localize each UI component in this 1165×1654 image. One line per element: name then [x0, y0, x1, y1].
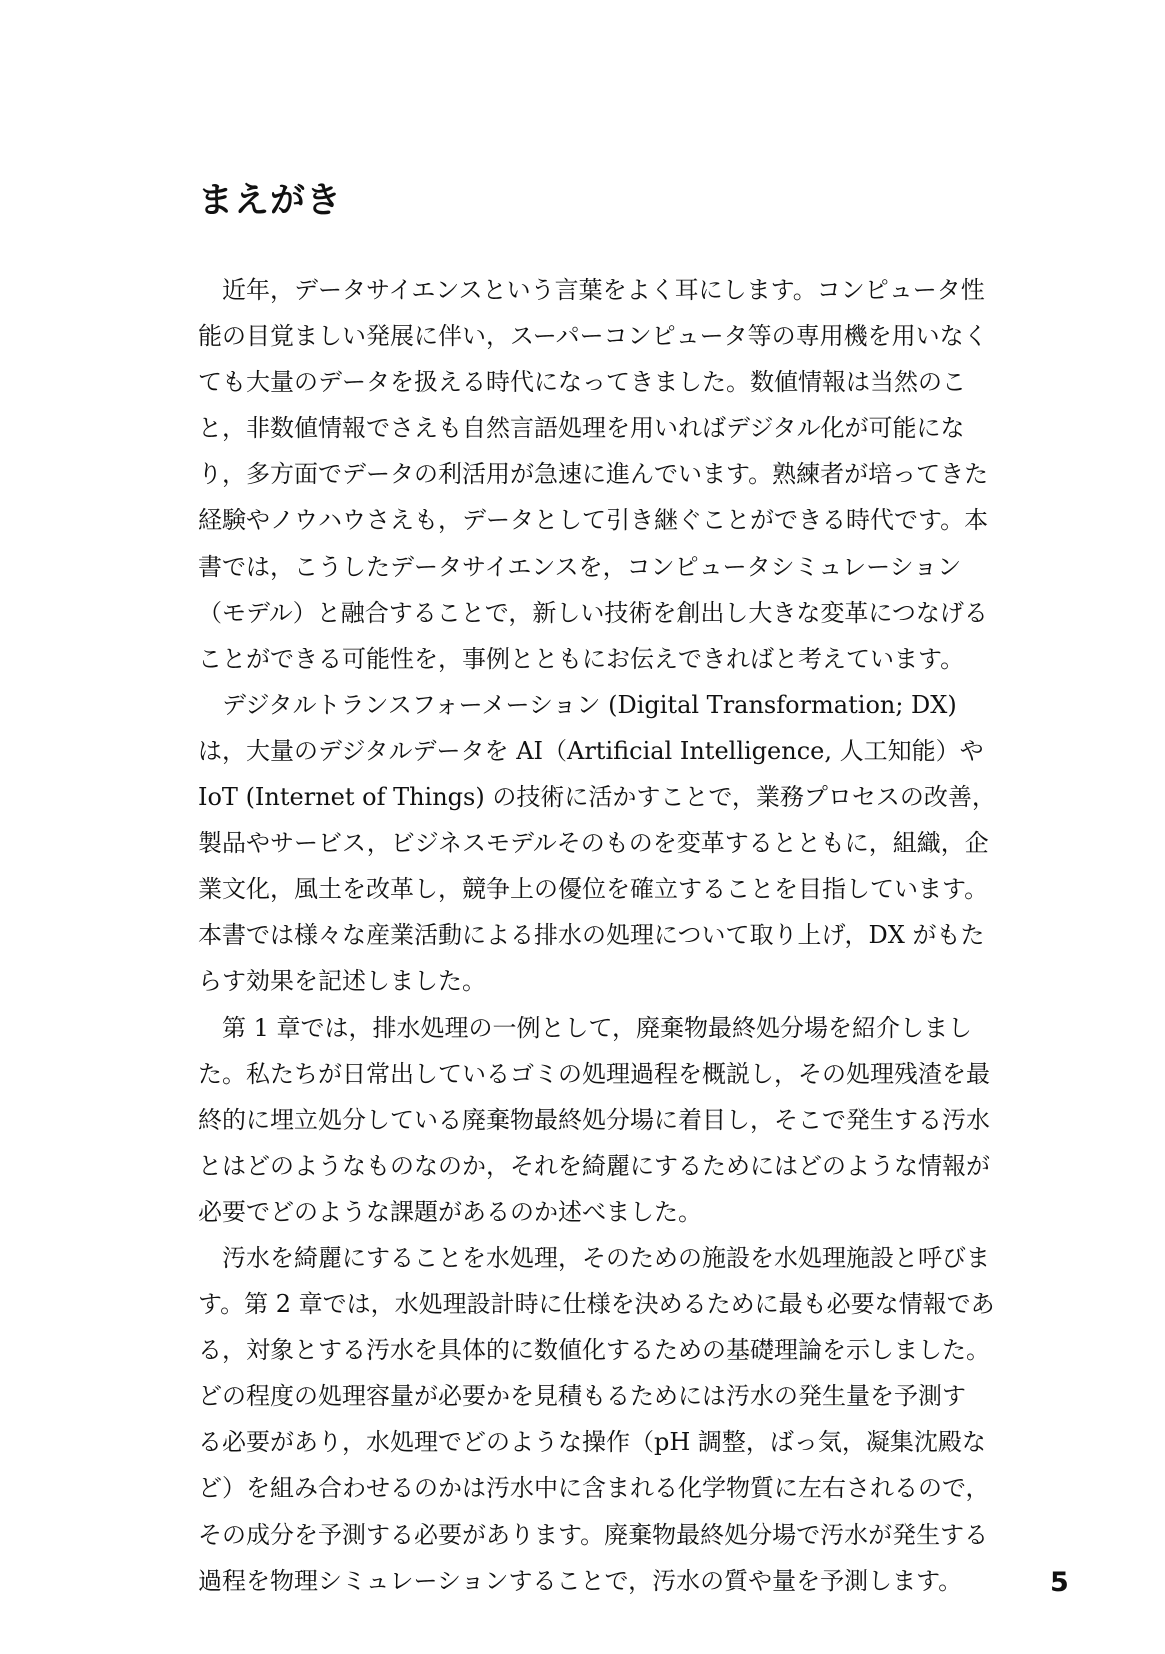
text-line: す。第 2 章では，水処理設計時に仕様を決めるために最も必要な情報であ [198, 1290, 995, 1319]
section-heading: まえがき [198, 181, 343, 221]
text-line: どの程度の処理容量が必要かを見積もるためには汚水の発生量を予測す [198, 1382, 966, 1411]
text-line: る，対象とする汚水を具体的に数値化するための基礎理論を示しました。 [198, 1336, 990, 1365]
text-line: 本書では様々な産業活動による排水の処理について取り上げ，DX がもた [198, 921, 985, 950]
text-line: は，大量のデジタルデータを AI（Artificial Intelligence, 人工知能）や [198, 736, 984, 765]
text-line: 業文化，風土を改革し，競争上の優位を確立することを目指しています。 [198, 875, 989, 904]
text-line: り，多方面でデータの利活用が急速に進んでいます。熟練者が培ってきた [198, 460, 989, 489]
text-line: 近年，データサイエンスという言葉をよく耳にします。コンピュータ性 [198, 276, 985, 304]
text-line: 終的に埋立処分している廃棄物最終処分場に着目し，そこで発生する汚水 [198, 1105, 990, 1134]
text-line: た。私たちが日常出しているゴミの処理過程を概説し，その処理残渣を最 [198, 1059, 990, 1088]
text-line: IoT (Internet of Things) の技術に活かすことで，業務プロセスの改善， [198, 783, 996, 812]
text-line: と，非数値情報でさえも自然言語処理を用いればデジタル化が可能にな [198, 414, 965, 443]
text-line: らす効果を記述しました。 [198, 967, 486, 996]
text-line: デジタルトランスフォーメーション (Digital Transformation; DX) [198, 690, 957, 719]
text-line: 能の目覚ましい発展に伴い，スーパーコンピュータ等の専用機を用いなく [198, 322, 988, 351]
text-line: とはどのようなものなのか，それを綺麗にするためにはどのような情報が [198, 1151, 990, 1180]
text-line: 汚水を綺麗にすることを水処理，そのための施設を水処理施設と呼びま [198, 1243, 990, 1272]
preface-body [198, 267, 1044, 1604]
text-line: 経験やノウハウさえも，データとして引き継ぐことができる時代です。本 [198, 506, 989, 535]
text-line: 必要でどのような課題があるのか述べました。 [198, 1197, 702, 1226]
text-line: 書では，こうしたデータサイエンスを，コンピュータシミュレーション [198, 552, 962, 581]
text-line: ど）を組み合わせるのかは汚水中に含まれる化学物質に左右されるので， [198, 1474, 990, 1503]
text-line: る必要があり，水処理でどのような操作（pH 調整，ばっ気，凝集沈殿な [198, 1428, 986, 1457]
text-line: その成分を予測する必要があります。廃棄物最終処分場で汚水が発生する [198, 1520, 989, 1549]
page-number: 5 [1050, 1567, 1069, 1598]
text-line: ことができる可能性を，事例とともにお伝えできればと考えています。 [198, 644, 965, 673]
text-line: （モデル）と融合することで，新しい技術を創出し大きな変革につなげる [198, 598, 988, 627]
text-line: 第 1 章では，排水処理の一例として，廃棄物最終処分場を紹介しまし [198, 1013, 973, 1042]
text-line: 製品やサービス，ビジネスモデルそのものを変革するとともに，組織，企 [198, 829, 989, 858]
text-line: ても大量のデータを扱える時代になってきました。数値情報は当然のこ [198, 368, 966, 397]
text-line: 過程を物理シミュレーションすることで，汚水の質や量を予測します。 [198, 1566, 963, 1595]
